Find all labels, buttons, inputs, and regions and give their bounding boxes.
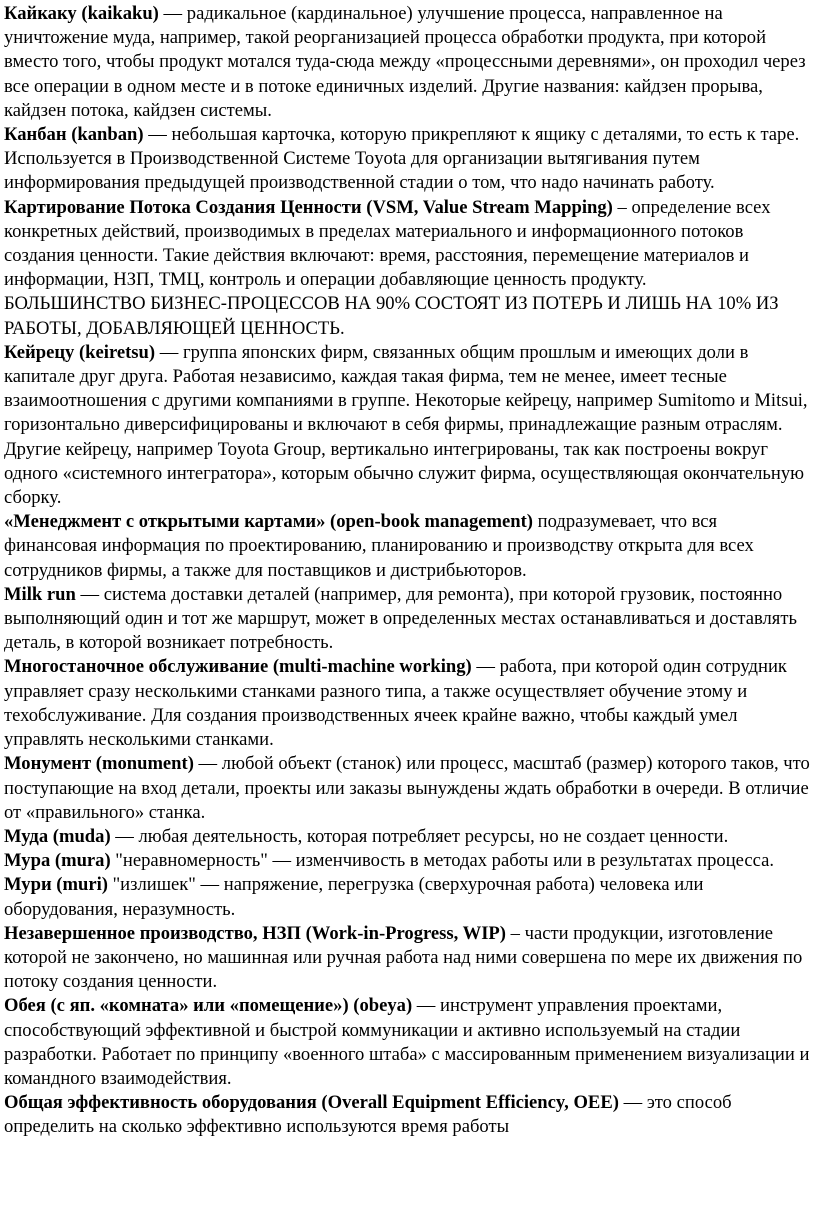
entry-definition: – определение всех конкретных действий, производимых в пределах материального и информационного потоков создания ценности. Такие действия включают: время, расстояния, перемещение материалов и информации, НЗП, ТМЦ, контроль и операции добавляющие ценность продукту. [4, 196, 771, 291]
entry-definition: — инструмент управления проектами, способствующий эффективной и быстрой коммуникации и активно используемый на стадии разработки. Работает по принципу «военного штаба» с массированным применением визуализации и командного взаимодействия. [4, 995, 810, 1089]
entry-definition: — любая деятельность, которая потребляет ресурсы, но не создает ценности. [110, 825, 729, 847]
glossary-entry-muda [4, 825, 812, 849]
entry-definition: – части продукции, изготовление которой не закончено, но машинная или ручная работа над ними совершена по мере их движения по потоку создания ценности. [4, 922, 803, 993]
entry-term: Многостаночное обслуживание (multi-machine working) [4, 656, 472, 678]
entry-definition: "излишек" — напряжение, перегрузка (сверхурочная работа) человека или оборудования, неразумность. [4, 874, 704, 920]
entry-definition: "неравномерность" — изменчивость в методах работы или в результатах процесса. [110, 850, 775, 872]
entry-definition: — небольшая карточка, которую прикрепляют к ящику с деталями, то есть к таре. Используется в Производственной Системе Toyota для организации вытягивания путем информирования предыдущей производственной стадии о том, что надо начинать работу. [4, 124, 800, 194]
entry-term: Монумент (monument) [4, 753, 194, 775]
entry-term: Мури (muri) [4, 874, 108, 896]
entry-term: Обея (с яп. «комната» или «помещение») (obeya) [4, 995, 413, 1017]
glossary-entry-keiretsu [4, 341, 812, 510]
entry-definition: — это способ определить на сколько эффективно используются время работы [4, 1092, 732, 1138]
glossary-entry-vsm [4, 196, 812, 293]
glossary-entry-kanban [4, 123, 812, 196]
glossary-entry-oee [4, 1091, 812, 1139]
entry-term: Кайкаку (kaikaku) [4, 3, 159, 24]
entry-definition: — любой объект (станок) или процесс, масштаб (размер) которого таков, что поступающие на вход детали, проекты или заказы вынуждены ждать обработки в очереди. В отличие от «правильного» станка. [4, 753, 810, 823]
glossary-entry-multi-machine [4, 655, 812, 752]
entry-term: Общая эффективность оборудования (Overall Equipment Efficiency, OEE) [4, 1092, 619, 1114]
entry-definition: — группа японских фирм, связанных общим прошлым и имеющих доли в капитале друг друга. Работая независимо, каждая такая фирма, тем не менее, имеет тесные взаимоотношения с другими компаниями в группе. Некоторые кейрецу, например Sumitomo и Mitsui, горизонтально диверсифицированы и включают в себя фирмы, принадлежащие разным отраслям. Другие кейрецу, например Toyota Group, вертикально интегрированы, так как построены вокруг одного «системного интегратора», которым обычно служит фирма, осуществляющая окончательную сборку. [4, 341, 808, 509]
glossary-entry-muri [4, 873, 812, 921]
entry-term: Мура (mura) [4, 850, 111, 872]
glossary-entry-mura [4, 849, 812, 873]
glossary-entry-monument [4, 752, 812, 825]
glossary-entry-open-book [4, 510, 812, 583]
glossary-entry-milk-run [4, 583, 812, 656]
glossary-entry-obeya [4, 994, 812, 1091]
entry-term: Канбан (kanban) [4, 124, 144, 146]
entry-definition: подразумевает, что вся финансовая информация по проектированию, планированию и производству открыта для всех сотрудников фирмы, а также для поставщиков и дистрибьюторов. [4, 511, 754, 581]
entry-term: Milk run [4, 583, 76, 605]
glossary-entry-kaikaku [4, 2, 812, 123]
glossary-entry-wip [4, 922, 812, 995]
entry-definition: — система доставки деталей (например, для ремонта), при которой грузовик, постоянно выполняющий один и тот же маршрут, может в определенных местах останавливаться и доставлять деталь, в которой возникает потребность. [4, 583, 797, 654]
entry-term: Незавершенное производство, НЗП (Work-in-Progress, WIP) [4, 922, 506, 944]
entry-definition: — радикальное (кардинальное) улучшение процесса, направленное на уничтожение муда, например, такой реорганизацией процесса обработки продукта, при которой вместо того, чтобы продукт мотался туда-сюда между «процессными деревнями», он проходил через все операции в одном месте и в потоке единичных изделий. Другие названия: кайдзен прорыва, кайдзен потока, кайдзен системы. [4, 3, 806, 121]
entry-term: Кейрецу (keiretsu) [4, 341, 156, 363]
entry-term: «Менеджмент с открытыми картами» (open-book management) [4, 511, 533, 533]
entry-term: Картирование Потока Создания Ценности (VSM, Value Stream Mapping) [4, 196, 613, 218]
entry-definition: — работа, при которой один сотрудник управляет сразу несколькими станками разного типа, а также осуществляет обучение этому и техобслуживание. Для создания производственных ячеек крайне важно, чтобы каждый умел управлять несколькими станками. [4, 656, 787, 751]
entry-term: Муда (muda) [4, 825, 111, 847]
uppercase-notice: БОЛЬШИНСТВО БИЗНЕС-ПРОЦЕССОВ НА 90% СОСТОЯТ ИЗ ПОТЕРЬ И ЛИШЬ НА 10% ИЗ РАБОТЫ, ДОБАВЛЯЮЩЕЙ ЦЕННОСТЬ. [4, 293, 779, 339]
